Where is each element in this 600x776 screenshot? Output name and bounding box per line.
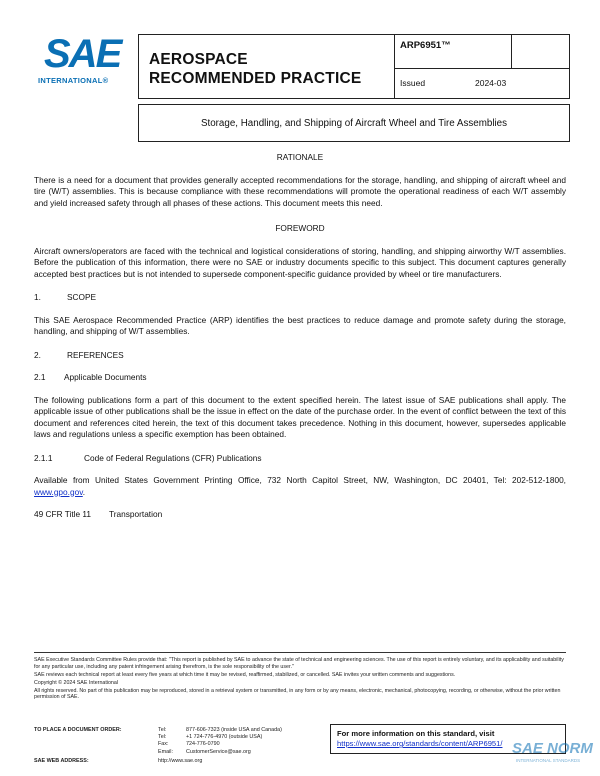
references-heading	[34, 350, 566, 362]
standard-link[interactable]: https://www.sae.org/standards/content/ARP6951/	[337, 739, 503, 748]
rationale-heading: RATIONALE	[276, 152, 324, 162]
sae-logo	[38, 34, 124, 86]
fax-value: 724-776-0790	[186, 741, 220, 748]
scope-heading	[34, 292, 566, 304]
document-number: ARP6951™	[400, 40, 451, 51]
document-type	[149, 50, 361, 88]
more-info-text: For more information on this standard, visit	[337, 729, 495, 738]
contact-row	[34, 741, 324, 748]
document-header	[138, 34, 570, 99]
tel-value: 877-606-7323 (inside USA and Canada)	[186, 727, 282, 733]
cfr-item	[34, 509, 566, 521]
section-number: 1.	[34, 292, 41, 302]
gpo-link[interactable]: www.gpo.gov	[34, 486, 83, 497]
contact-row	[34, 734, 324, 741]
review-notice: SAE reviews each technical report at least every five years at which time it may be revised, reaffirmed, stabilized, or cancelled. SAE invites your written comments and suggestions.	[34, 671, 456, 678]
email-label: Email:	[158, 748, 173, 755]
document-title-text: Storage, Handling, and Shipping of Aircraft Wheel and Tire Assemblies	[200, 117, 508, 129]
header-divider	[394, 68, 569, 69]
header-divider	[394, 35, 395, 98]
section-number: 2.1.1	[34, 452, 53, 463]
section-number: 2.1	[34, 372, 46, 382]
document-title	[138, 104, 570, 142]
web-label: SAE WEB ADDRESS:	[34, 757, 89, 764]
applicable-documents-text: The following publications form a part of this document to the extent specified herein. The latest issue of SAE publications shall apply. The applicable issue of other publications shall be the issue in effect on the date of the purchase order. In the event of conflict between the text of this document and references cited herein, the text of this document takes precedence. Nothing in this document, however, supersedes applicable laws and regulations unless a specific exemption has been obtained.	[34, 394, 566, 439]
section-title: Applicable Documents	[64, 372, 147, 382]
cfr-heading	[34, 453, 566, 465]
document-body	[34, 152, 566, 521]
section-title: REFERENCES	[67, 349, 124, 360]
contact-row	[34, 727, 324, 734]
copyright: Copyright © 2024 SAE International	[34, 679, 118, 686]
cfr-item-title: Transportation	[109, 509, 163, 519]
logo-subtitle: INTERNATIONAL®	[38, 76, 109, 85]
footer-rule	[34, 652, 566, 653]
issued-label: Issued	[400, 78, 426, 88]
cfr-text-end: .	[82, 486, 86, 497]
header-divider	[511, 35, 512, 68]
footer-notes	[34, 657, 566, 703]
section-title: SCOPE	[67, 292, 97, 302]
rationale-text: There is a need for a document that provides generally accepted recommendations for the storage, handling, and shipping of aircraft wheel and tire (W/T) assemblies. This is because compliance with these recommendations will promote the operational readiness of each W/T assembly and yield increased safety through all phases of these actions. This document meets this need.	[34, 174, 566, 208]
tel-label: Tel:	[158, 734, 167, 741]
cfr-text	[34, 475, 566, 498]
tel-value: +1 724-776-4970 (outside USA)	[186, 734, 263, 741]
foreword-heading: FOREWORD	[275, 223, 325, 233]
contact-row	[34, 758, 324, 765]
order-label: TO PLACE A DOCUMENT ORDER:	[34, 727, 122, 733]
cfr-text-body: Available from United States Government Printing Office, 732 North Capitol Street, NW, Washington, DC 20401, Tel: 202-512-1800,	[34, 475, 566, 485]
logo-brand: SAE	[44, 32, 121, 76]
section-title: Code of Federal Regulations (CFR) Publications	[84, 452, 262, 463]
tel-label: Tel:	[158, 727, 167, 733]
foreword-text: Aircraft owners/operators are faced with the technical and logistical considerations of storing, handling, and shipping airworthy W/T assemblies. Before the publication of this information, there were no SAE or industry documents specific to this subject. This document captures generally accepted best practices but is not intended to supersede component-specific guidance provided by wheel or tire manufacturers.	[34, 245, 566, 279]
scope-text: This SAE Aerospace Recommended Practice (ARP) identifies the best practices to reduce damage and promote safety during the storage, handling, and shipping of W/T assemblies.	[34, 314, 566, 336]
title-line-1: AEROSPACE	[149, 51, 248, 68]
title-line-2: RECOMMENDED PRACTICE	[149, 70, 362, 87]
web-value[interactable]: http://www.sae.org	[158, 757, 203, 764]
applicable-documents-heading	[34, 372, 566, 384]
rights-notice: All rights reserved. No part of this publication may be reproduced, stored in a retrieval system or transmitted, in any form or by any means, electronic, mechanical, photocopying, recording, or otherwise, without the prior written permission of SAE.	[34, 687, 561, 701]
contact-row	[34, 749, 324, 756]
committee-rules: SAE Executive Standards Committee Rules provide that: "This report is published by SAE to advance the state of technical and engineering sciences. The use of this report is entirely voluntary, and its applicability and suitability for any particular use, including any patent infringement arising therefrom, is the sole responsibility of the user."	[34, 657, 564, 670]
section-number: 2.	[34, 349, 41, 360]
watermark-title: SAE NORM	[512, 740, 593, 757]
email-value[interactable]: CustomerService@sae.org	[186, 748, 251, 755]
cfr-item-id: 49 CFR Title 11	[34, 509, 92, 519]
watermark	[512, 740, 592, 770]
issued-date: 2024-03	[475, 78, 507, 88]
watermark-subtitle: INTERNATIONAL STANDARDS	[516, 758, 581, 763]
order-contacts	[34, 727, 324, 765]
fax-label: Fax:	[158, 741, 169, 748]
